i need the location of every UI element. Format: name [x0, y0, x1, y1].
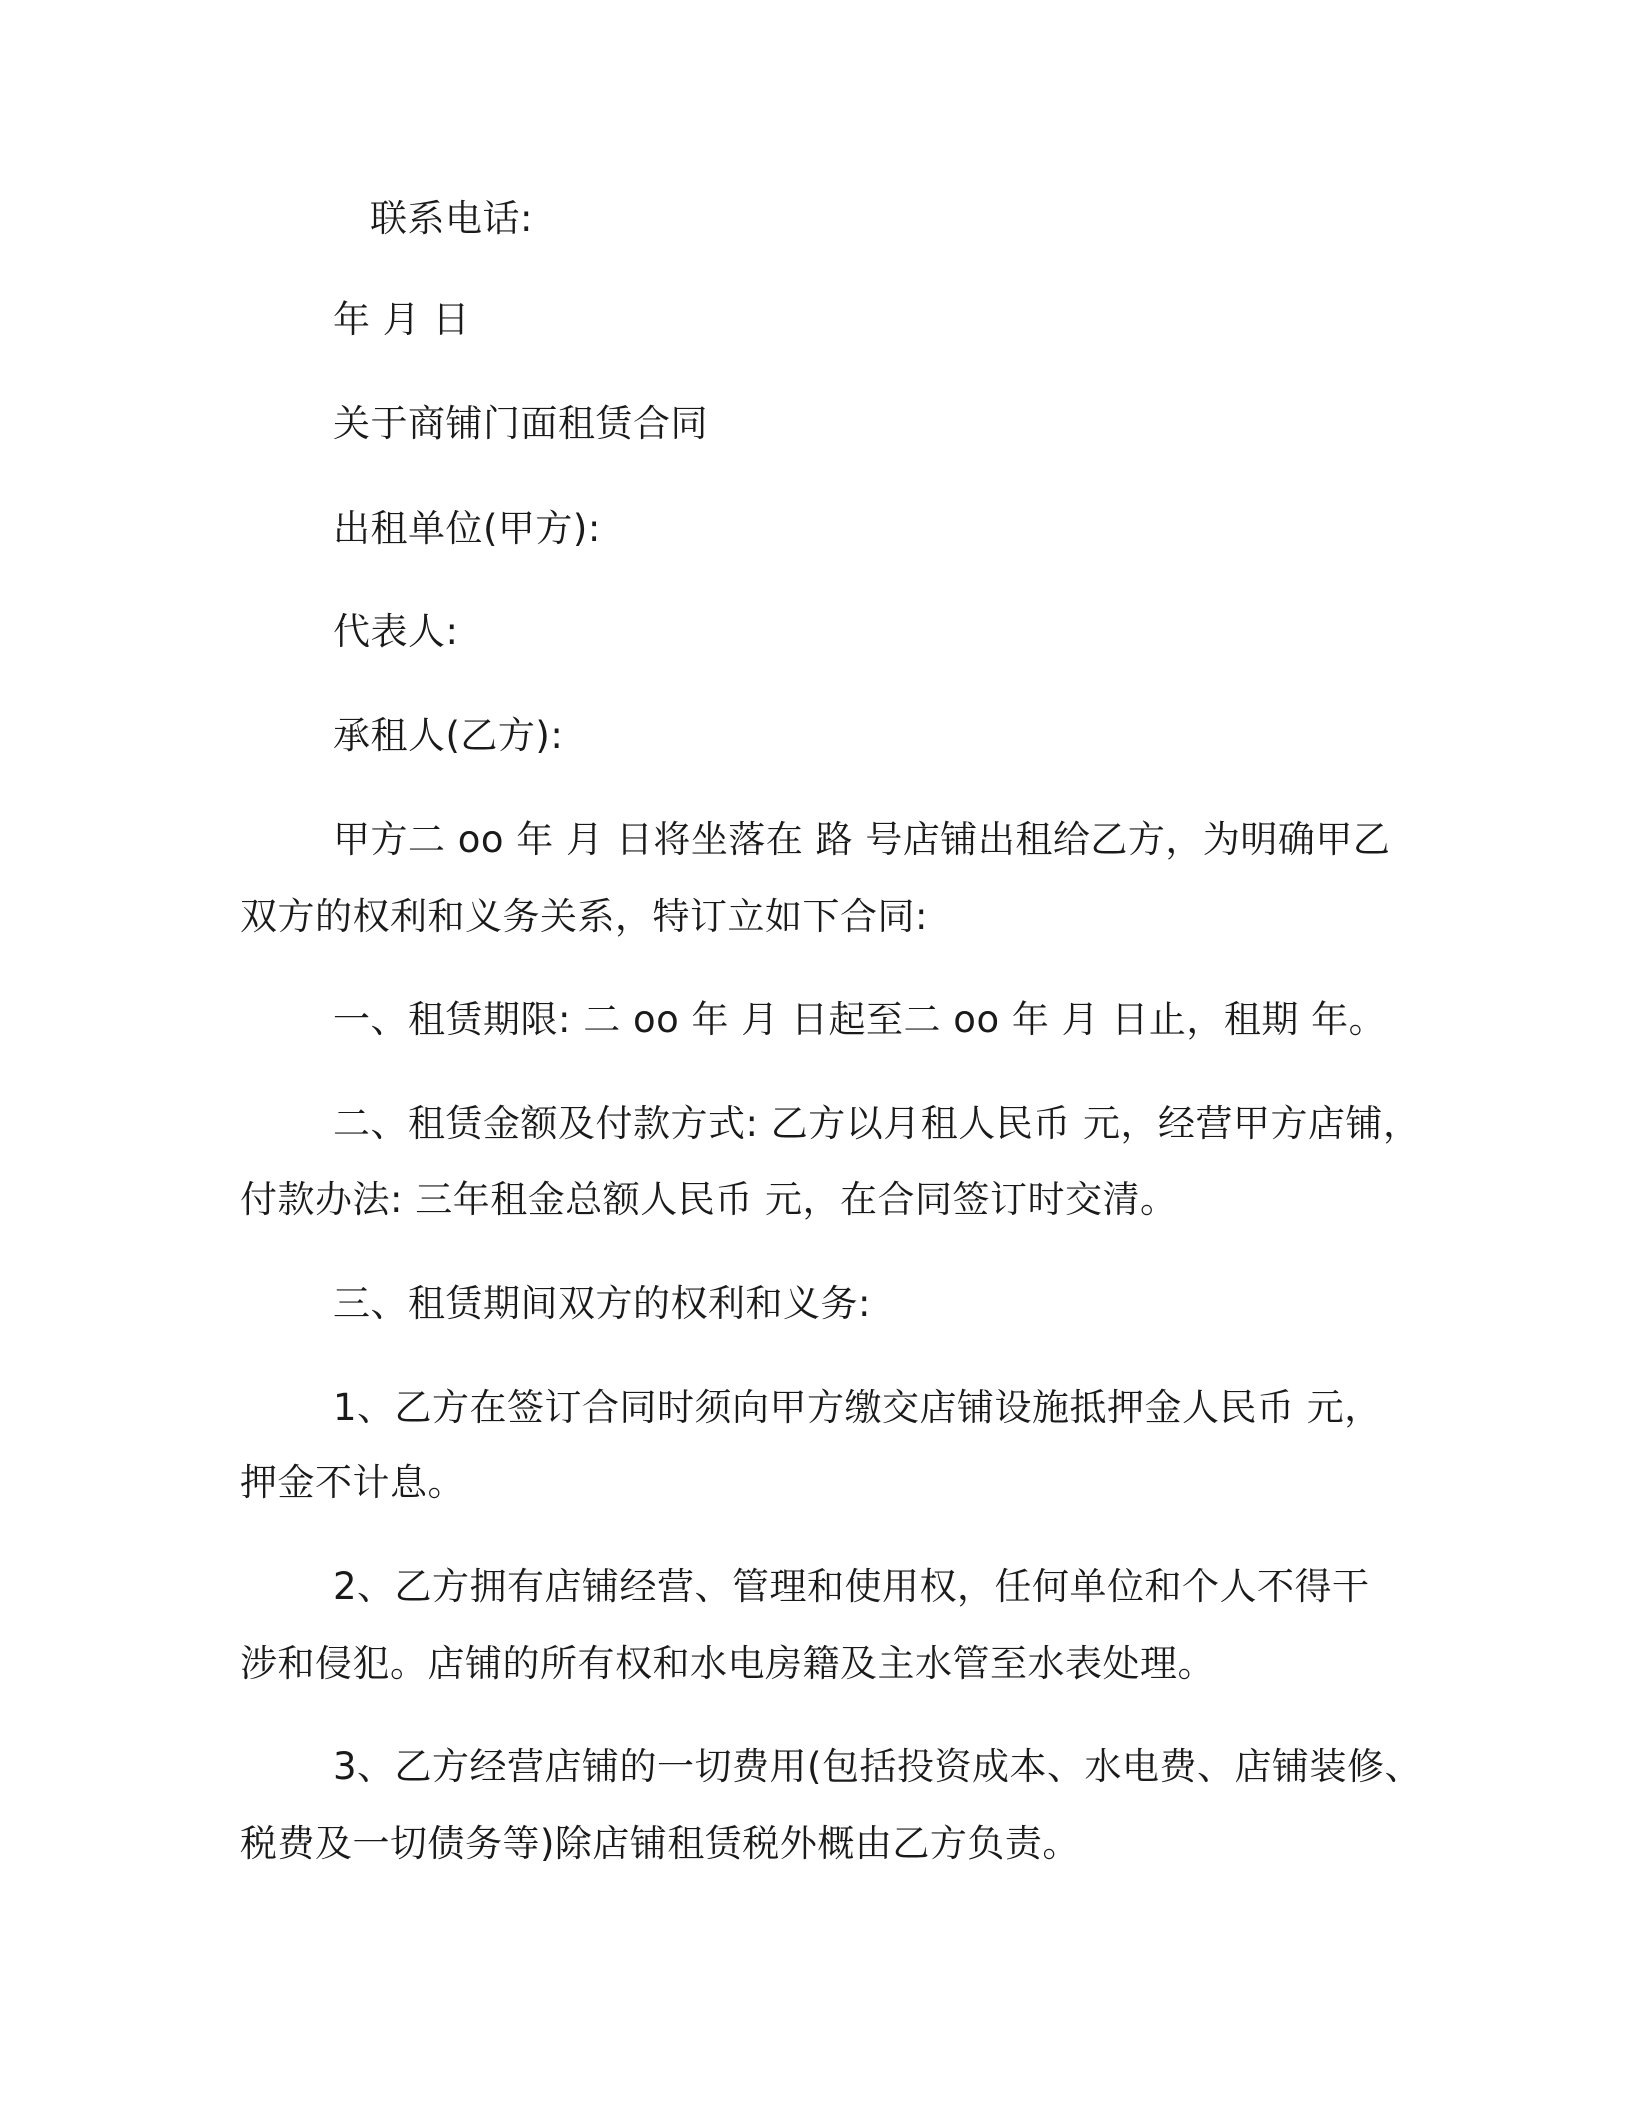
date-line: 年 月 日	[333, 298, 471, 341]
lessor-label: 出租单位(甲方):	[333, 507, 601, 550]
representative-label: 代表人:	[333, 610, 459, 653]
lessee-label: 承租人(乙方):	[333, 714, 564, 757]
contract-title: 关于商铺门面租赁合同	[333, 402, 708, 445]
clause-1-lease-term: 一、租赁期限: 二 oo 年 月 日起至二 oo 年 月 日止，租期 年。	[333, 998, 1387, 1041]
item-1-line-2: 押金不计息。	[240, 1461, 465, 1504]
item-1-line-1: 1、乙方在签订合同时须向甲方缴交店铺设施抵押金人民币 元，	[333, 1386, 1382, 1429]
item-3-line-2: 税费及一切债务等)除店铺租赁税外概由乙方负责。	[240, 1822, 1080, 1865]
clause-2-line-2: 付款办法: 三年租金总额人民币 元，在合同签订时交清。	[240, 1178, 1178, 1221]
contact-phone-label: 联系电话:	[370, 197, 533, 240]
item-3-line-1: 3、乙方经营店铺的一切费用(包括投资成本、水电费、店铺装修、	[333, 1745, 1422, 1788]
clause-2-line-1: 二、租赁金额及付款方式: 乙方以月租人民币 元，经营甲方店铺，	[333, 1102, 1421, 1145]
item-2-line-2: 涉和侵犯。店铺的所有权和水电房籍及主水管至水表处理。	[240, 1642, 1215, 1685]
intro-paragraph-line-1: 甲方二 oo 年 月 日将坐落在 路 号店铺出租给乙方，为明确甲乙	[333, 818, 1391, 861]
intro-paragraph-line-2: 双方的权利和义务关系，特订立如下合同:	[240, 895, 928, 938]
clause-3-heading: 三、租赁期间双方的权利和义务:	[333, 1282, 871, 1325]
item-2-line-1: 2、乙方拥有店铺经营、管理和使用权，任何单位和个人不得干	[333, 1565, 1370, 1608]
